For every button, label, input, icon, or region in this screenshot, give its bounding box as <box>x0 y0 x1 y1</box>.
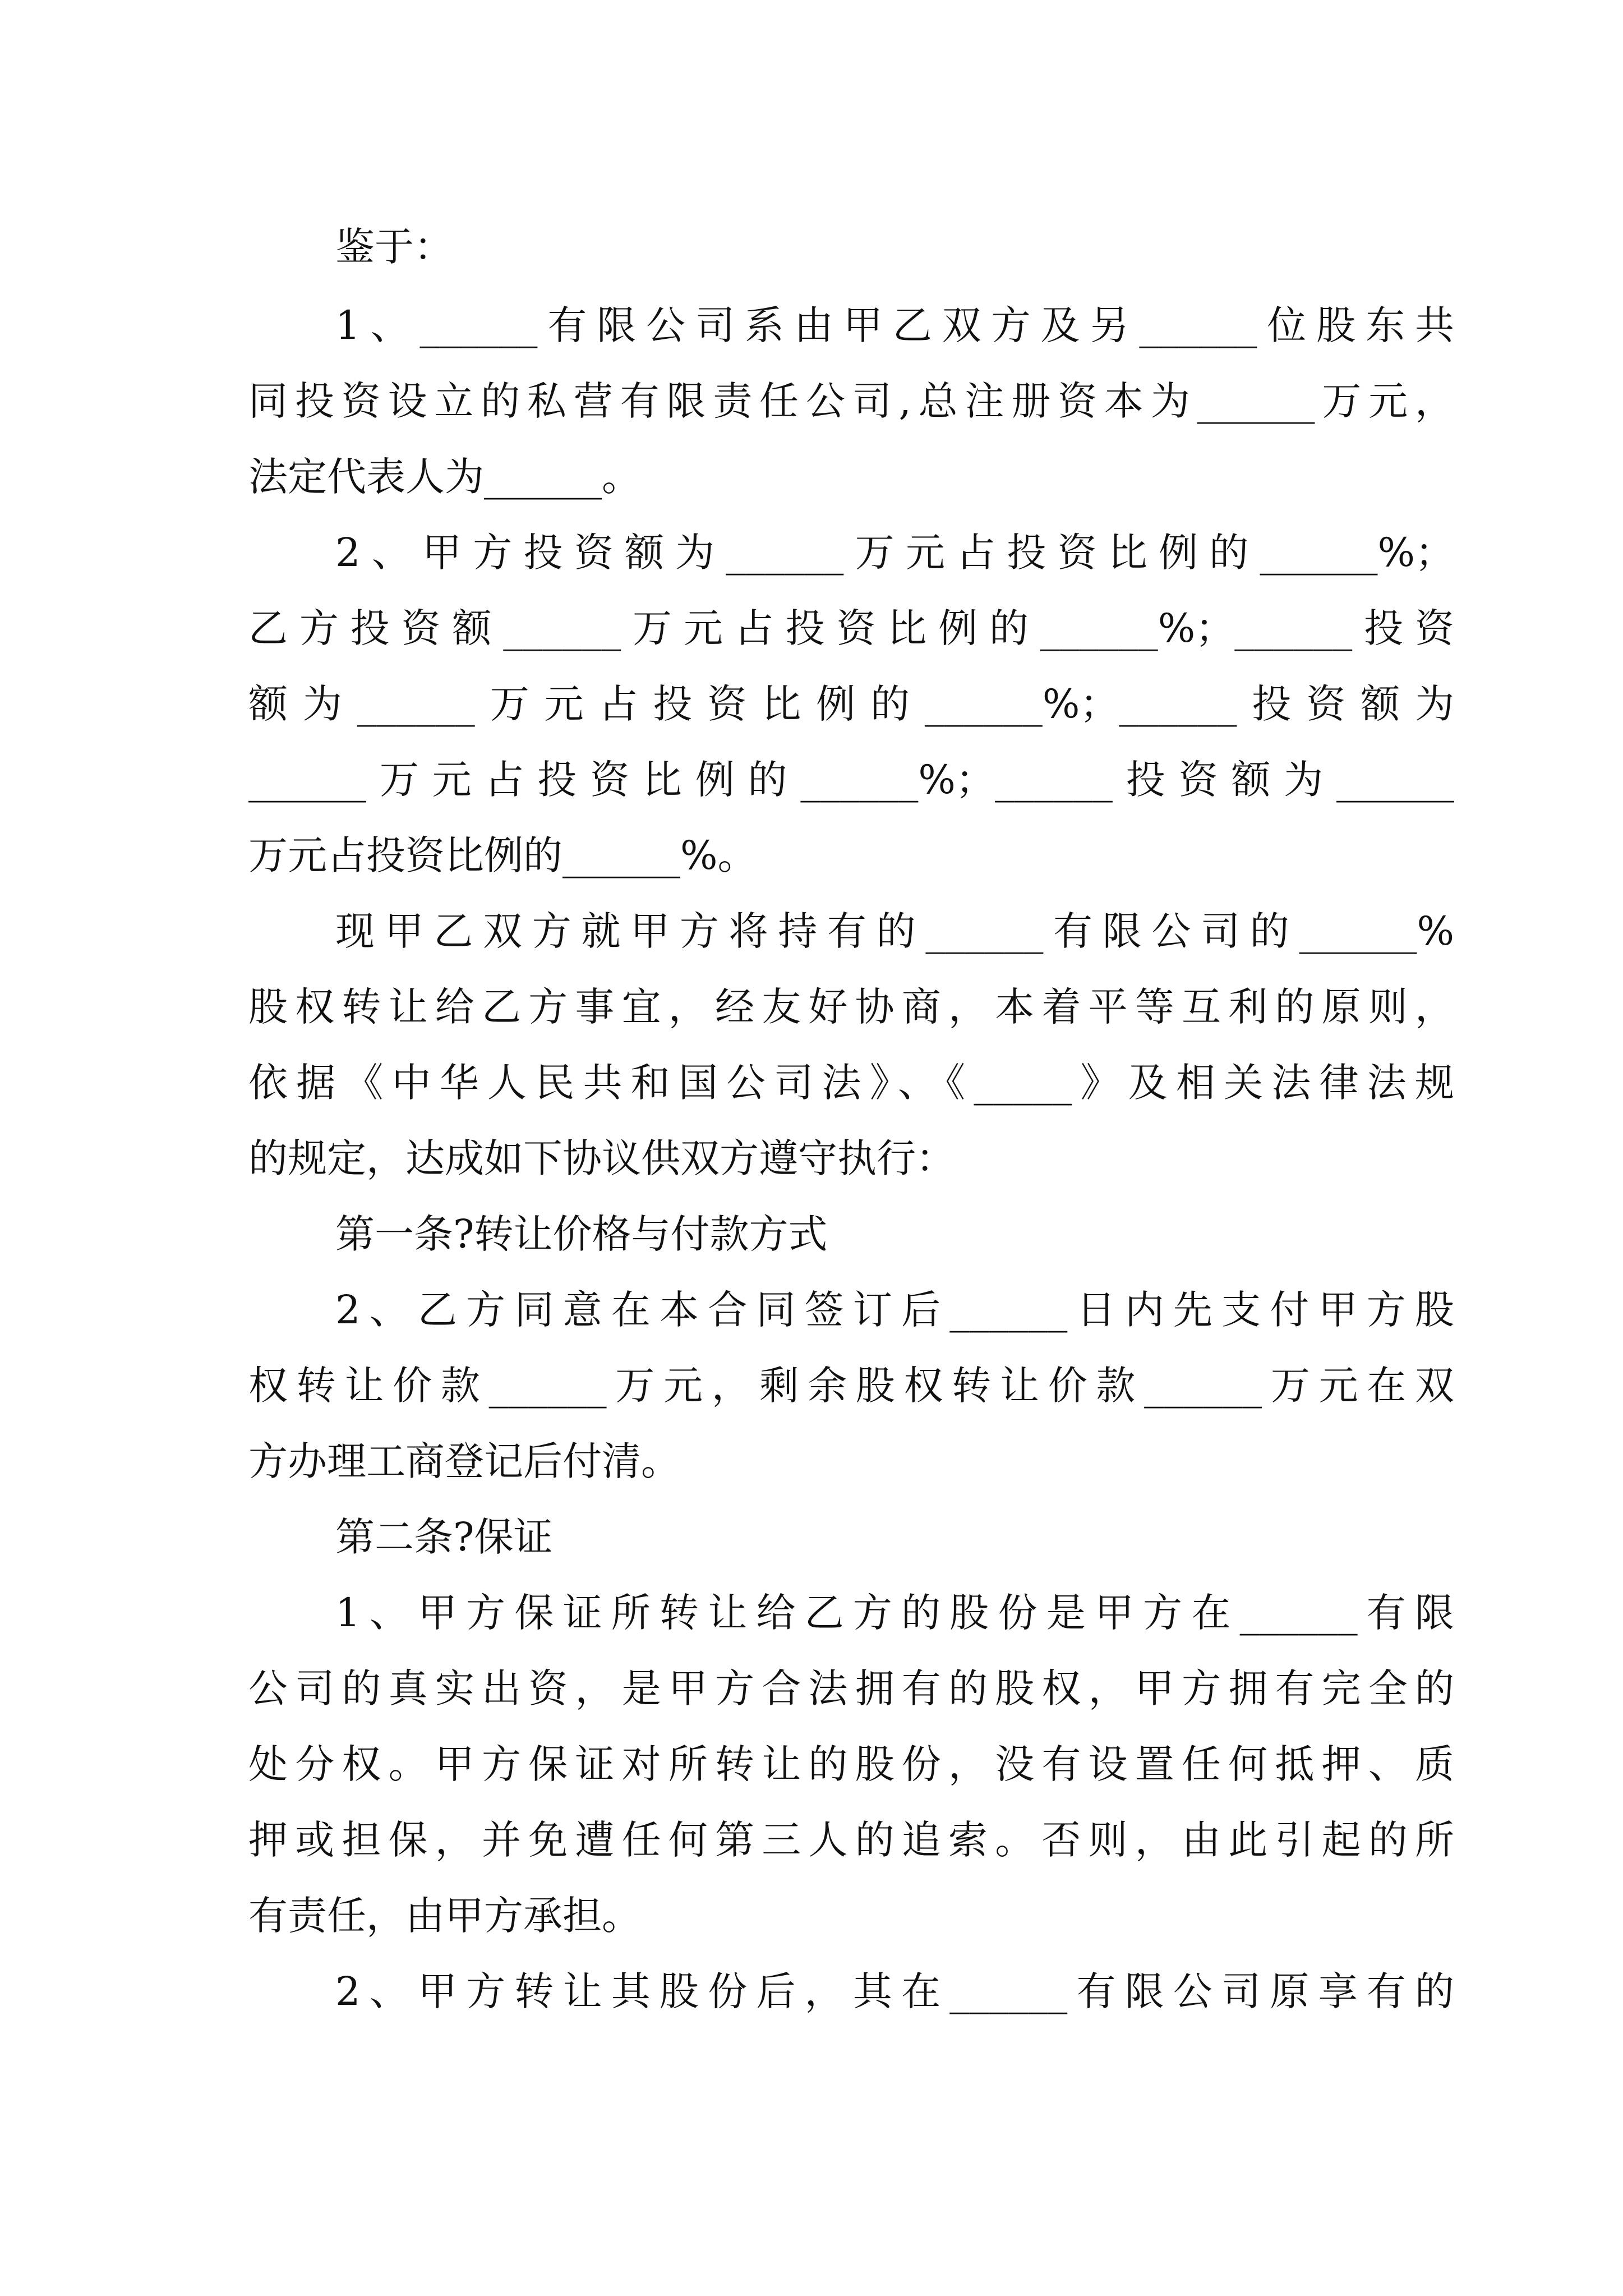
text-line: 公司的真实出资，是甲方合法拥有的股权，甲方拥有完全的 <box>248 1665 1454 1711</box>
text-line: 方办理工商登记后付清。 <box>248 1438 680 1484</box>
text-line-preamble: 鉴于： <box>335 224 453 270</box>
text-line: 额为______万元占投资比例的______%；______投资额为 <box>248 681 1454 727</box>
text-line-clause-2: 2、甲方投资额为______万元占投资比例的______%； <box>335 530 1454 576</box>
section-heading-article-1: 第一条?转让价格与付款方式 <box>335 1211 828 1257</box>
text-line-paragraph: 现甲乙双方就甲方将持有的______有限公司的______% <box>335 908 1454 954</box>
text-line-clause: 2、甲方转让其股份后，其在______有限公司原享有的 <box>335 1968 1454 2014</box>
text-line: 法定代表人为______。 <box>248 454 641 500</box>
text-line: 万元占投资比例的______%。 <box>248 832 757 878</box>
text-line-clause: 1、甲方保证所转让给乙方的股份是甲方在______有限 <box>335 1590 1454 1636</box>
text-line: 的规定，达成如下协议供双方遵守执行： <box>248 1135 955 1181</box>
text-line: 依据《中华人民共和国公司法》、《_____》及相关法律法规 <box>248 1060 1454 1106</box>
text-line-clause-1: 1、______有限公司系由甲乙双方及另______位股东共 <box>335 302 1454 348</box>
section-heading-article-2: 第二条?保证 <box>335 1514 553 1560</box>
text-line: 权转让价款______万元，剩余股权转让价款______万元在双 <box>248 1363 1454 1409</box>
text-line: 股权转让给乙方事宜，经友好协商，本着平等互利的原则， <box>248 984 1454 1030</box>
text-line: 押或担保，并免遭任何第三人的追索。否则，由此引起的所 <box>248 1817 1454 1863</box>
text-line: 处分权。甲方保证对所转让的股份，没有设置任何抵押、质 <box>248 1741 1454 1787</box>
text-line-clause: 2、乙方同意在本合同签订后______日内先支付甲方股 <box>335 1287 1454 1333</box>
text-line: 有责任，由甲方承担。 <box>248 1893 641 1939</box>
text-line: 同投资设立的私营有限责任公司,总注册资本为______万元， <box>248 378 1454 424</box>
text-line: 乙方投资额______万元占投资比例的______%；______投资 <box>248 605 1454 651</box>
text-line: ______万元占投资比例的______%；______投资额为______ <box>248 757 1454 803</box>
